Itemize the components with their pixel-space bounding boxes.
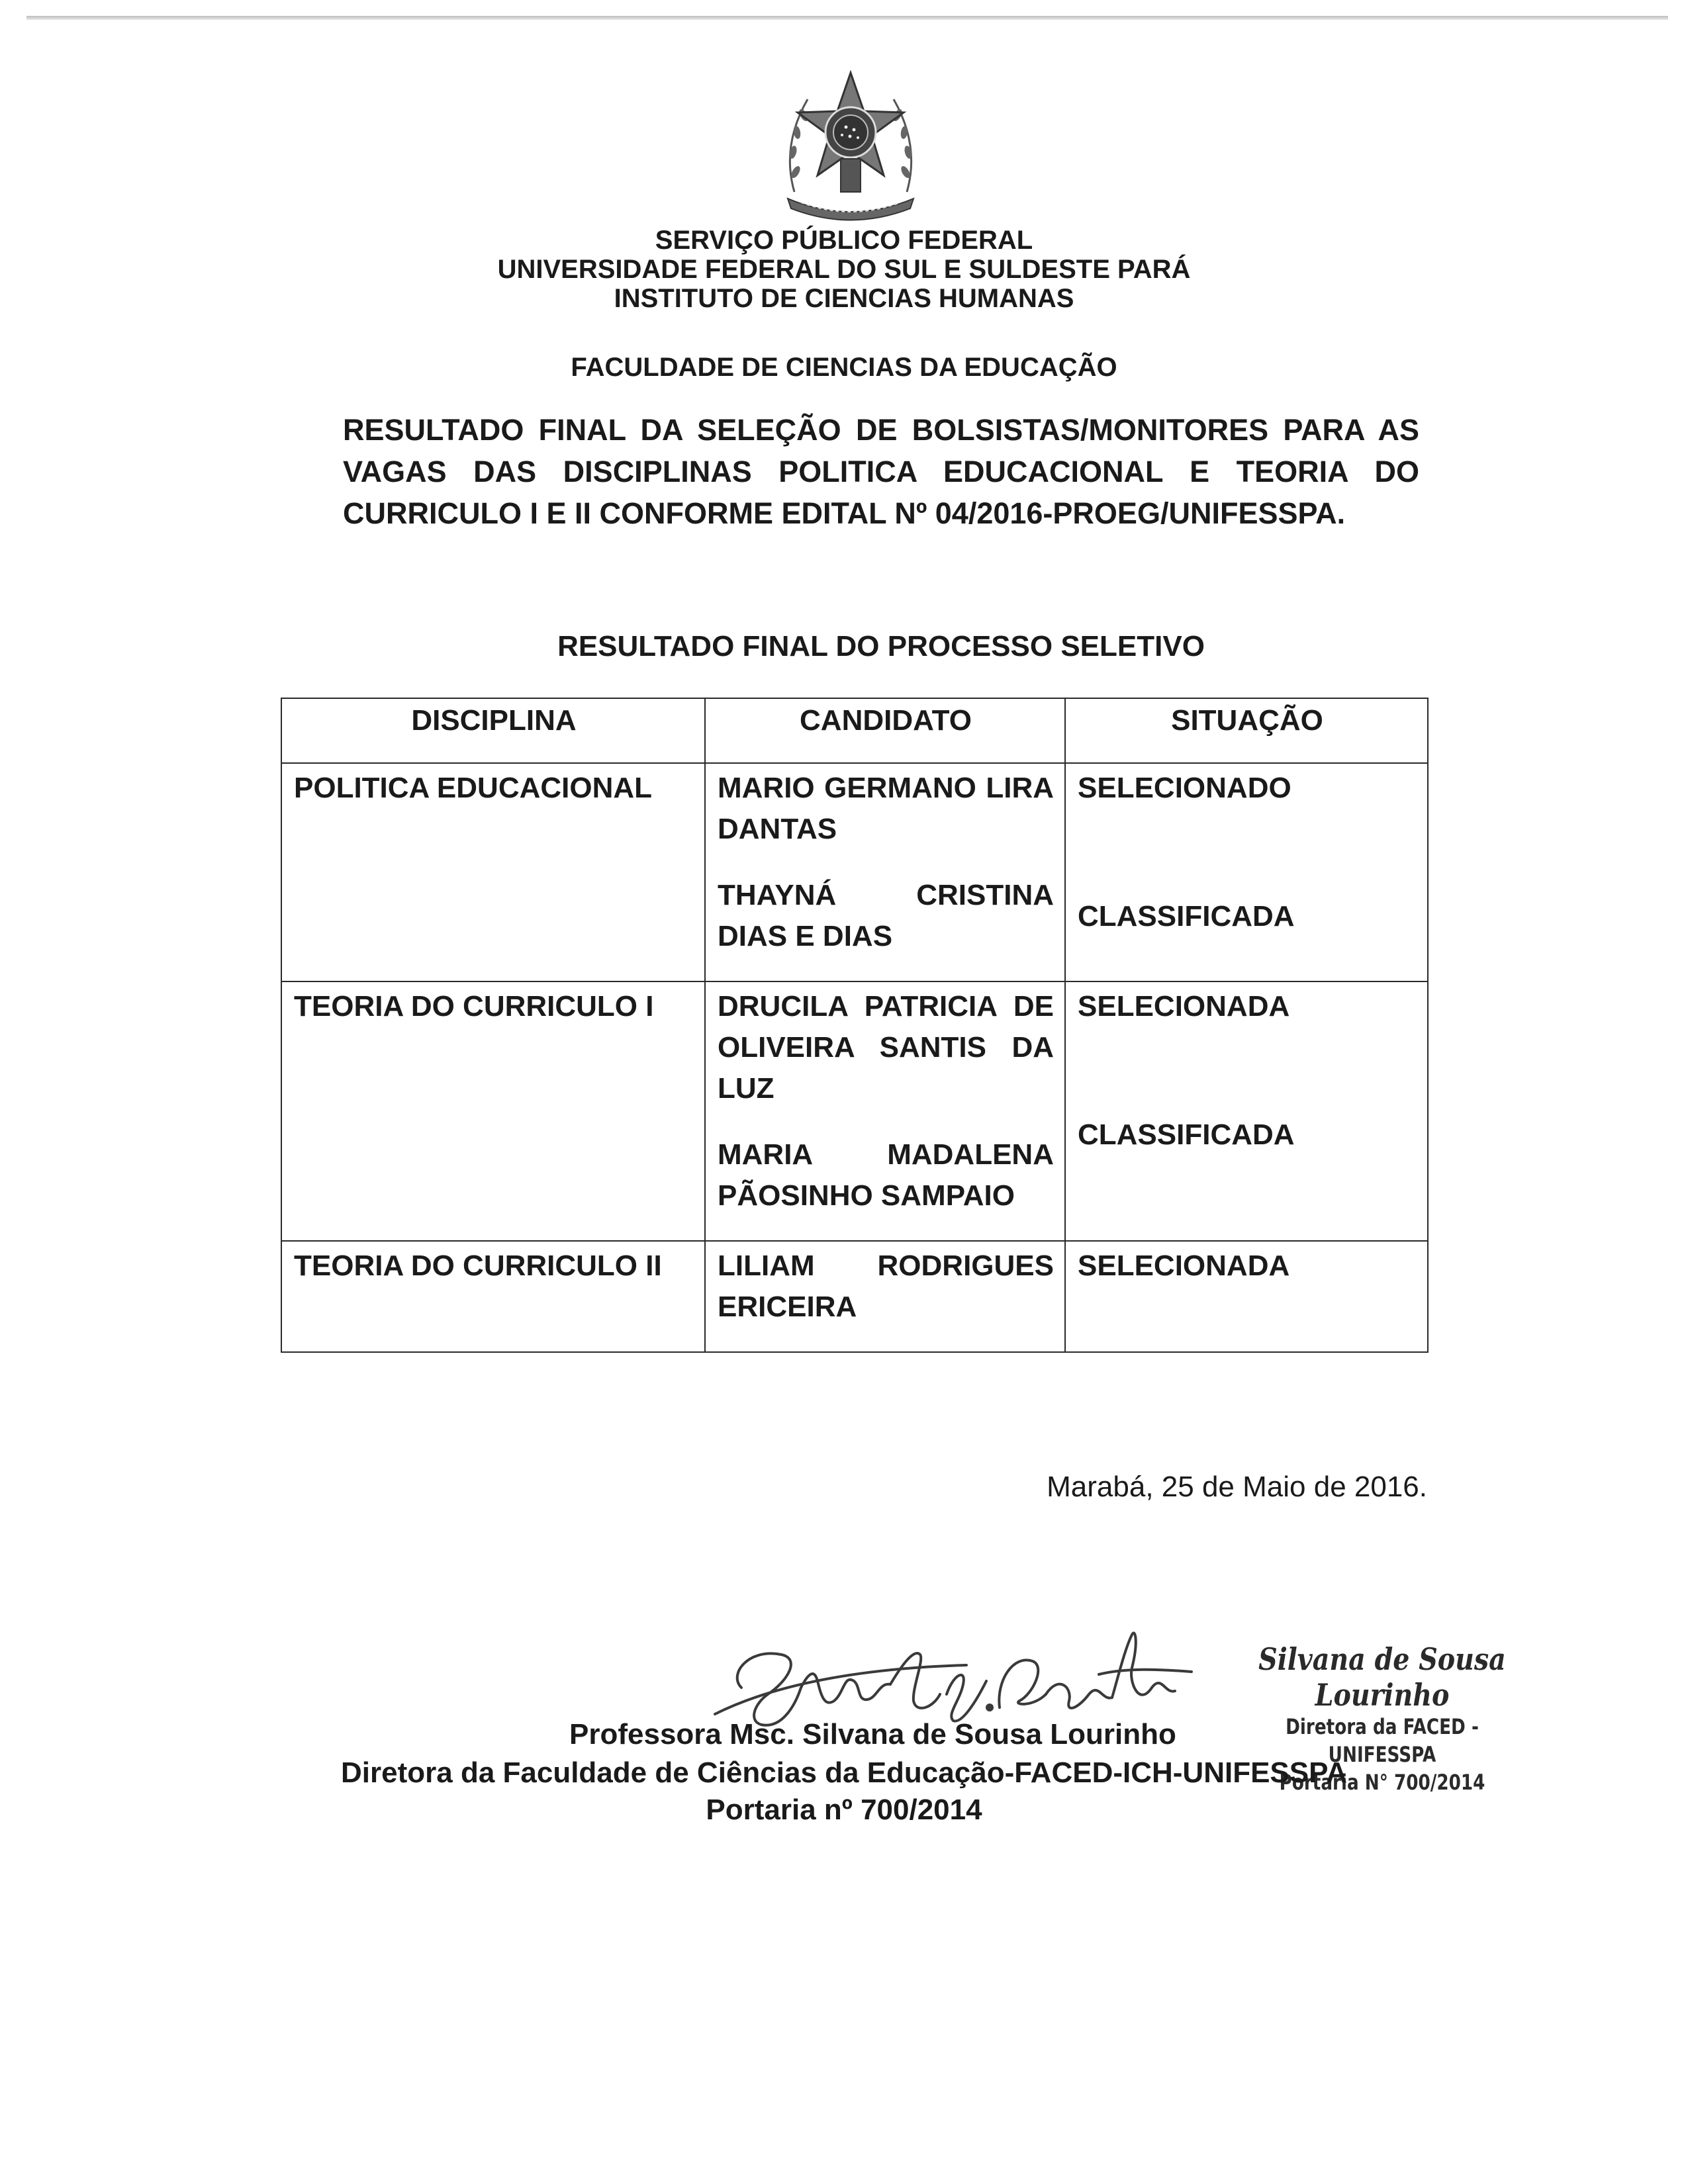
scan-top-edge [26,16,1668,20]
candidate-name: MARIO GERMANO LIRA DANTAS [718,772,1054,845]
disciplina-cell: POLITICA EDUCACIONAL [281,763,705,981]
column-header-situacao: SITUAÇÃO [1065,698,1428,763]
status-text: CLASSIFICADA [1078,1118,1295,1151]
signatory-role: Diretora da Faculdade de Ciências da Educação-FACED-ICH-UNIFESSPA [341,1756,1347,1789]
result-heading: RESULTADO FINAL DO PROCESSO SELETIVO [557,630,1205,662]
candidato-cell [705,763,1065,981]
status-text: SELECIONADO [1078,772,1291,804]
table-row [281,763,1428,981]
candidate-name: LILIAM RODRIGUES ERICEIRA [718,1250,1054,1323]
stamp-portaria: Portaria N° 700/2014 [1279,1770,1485,1795]
table-header-row [281,698,1428,763]
brazil-coat-of-arms-emblem [768,66,933,225]
signatory-portaria: Portaria nº 700/2014 [706,1794,982,1826]
candidate-name: DRUCILA PATRICIA DE OLIVEIRA SANTIS DA LUZ [718,990,1054,1105]
table-row [281,1241,1428,1352]
column-header-disciplina: DISCIPLINA [281,698,705,763]
signatory-name: Professora Msc. Silvana de Sousa Lourinho [569,1718,1176,1751]
candidato-cell [705,1241,1065,1352]
status-text: SELECIONADA [1078,1250,1290,1282]
disciplina-cell: TEORIA DO CURRICULO I [281,981,705,1241]
candidato-cell [705,981,1065,1241]
header-university: UNIVERSIDADE FEDERAL DO SUL E SULDESTE PARÁ [497,255,1191,284]
candidate-name: THAYNÁ CRISTINA DIAS E DIAS [718,879,1054,952]
header-institute: INSTITUTO DE CIENCIAS HUMANAS [614,284,1074,313]
column-header-candidato: CANDIDATO [705,698,1065,763]
header-service: SERVIÇO PÚBLICO FEDERAL [655,226,1033,255]
stamp-role: Diretora da FACED - UNIFESSPA [1286,1714,1479,1767]
status-text: CLASSIFICADA [1078,900,1295,933]
disciplina-cell: TEORIA DO CURRICULO II [281,1241,705,1352]
document-title: RESULTADO FINAL DA SELEÇÃO DE BOLSISTAS/MONITORES PARA AS VAGAS DAS DISCIPLINAS POLITICA EDUCACIONAL E TEORIA DO CURRICULO I E II CONFORME EDITAL Nº 04/2016-PROEG/UNIFESSPA. [343,413,1419,530]
stamp-name: Silvana de Sousa Lourinho [1258,1641,1506,1713]
situacao-cell [1065,981,1428,1241]
table-row [281,981,1428,1241]
results-table [281,698,1429,1353]
header-faculty: FACULDADE DE CIENCIAS DA EDUCAÇÃO [571,353,1117,382]
document-date: Marabá, 25 de Maio de 2016. [1047,1471,1427,1503]
situacao-cell [1065,763,1428,981]
status-text: SELECIONADA [1078,990,1290,1023]
candidate-name: MARIA MADALENA PÃOSINHO SAMPAIO [718,1138,1054,1212]
situacao-cell [1065,1241,1428,1352]
